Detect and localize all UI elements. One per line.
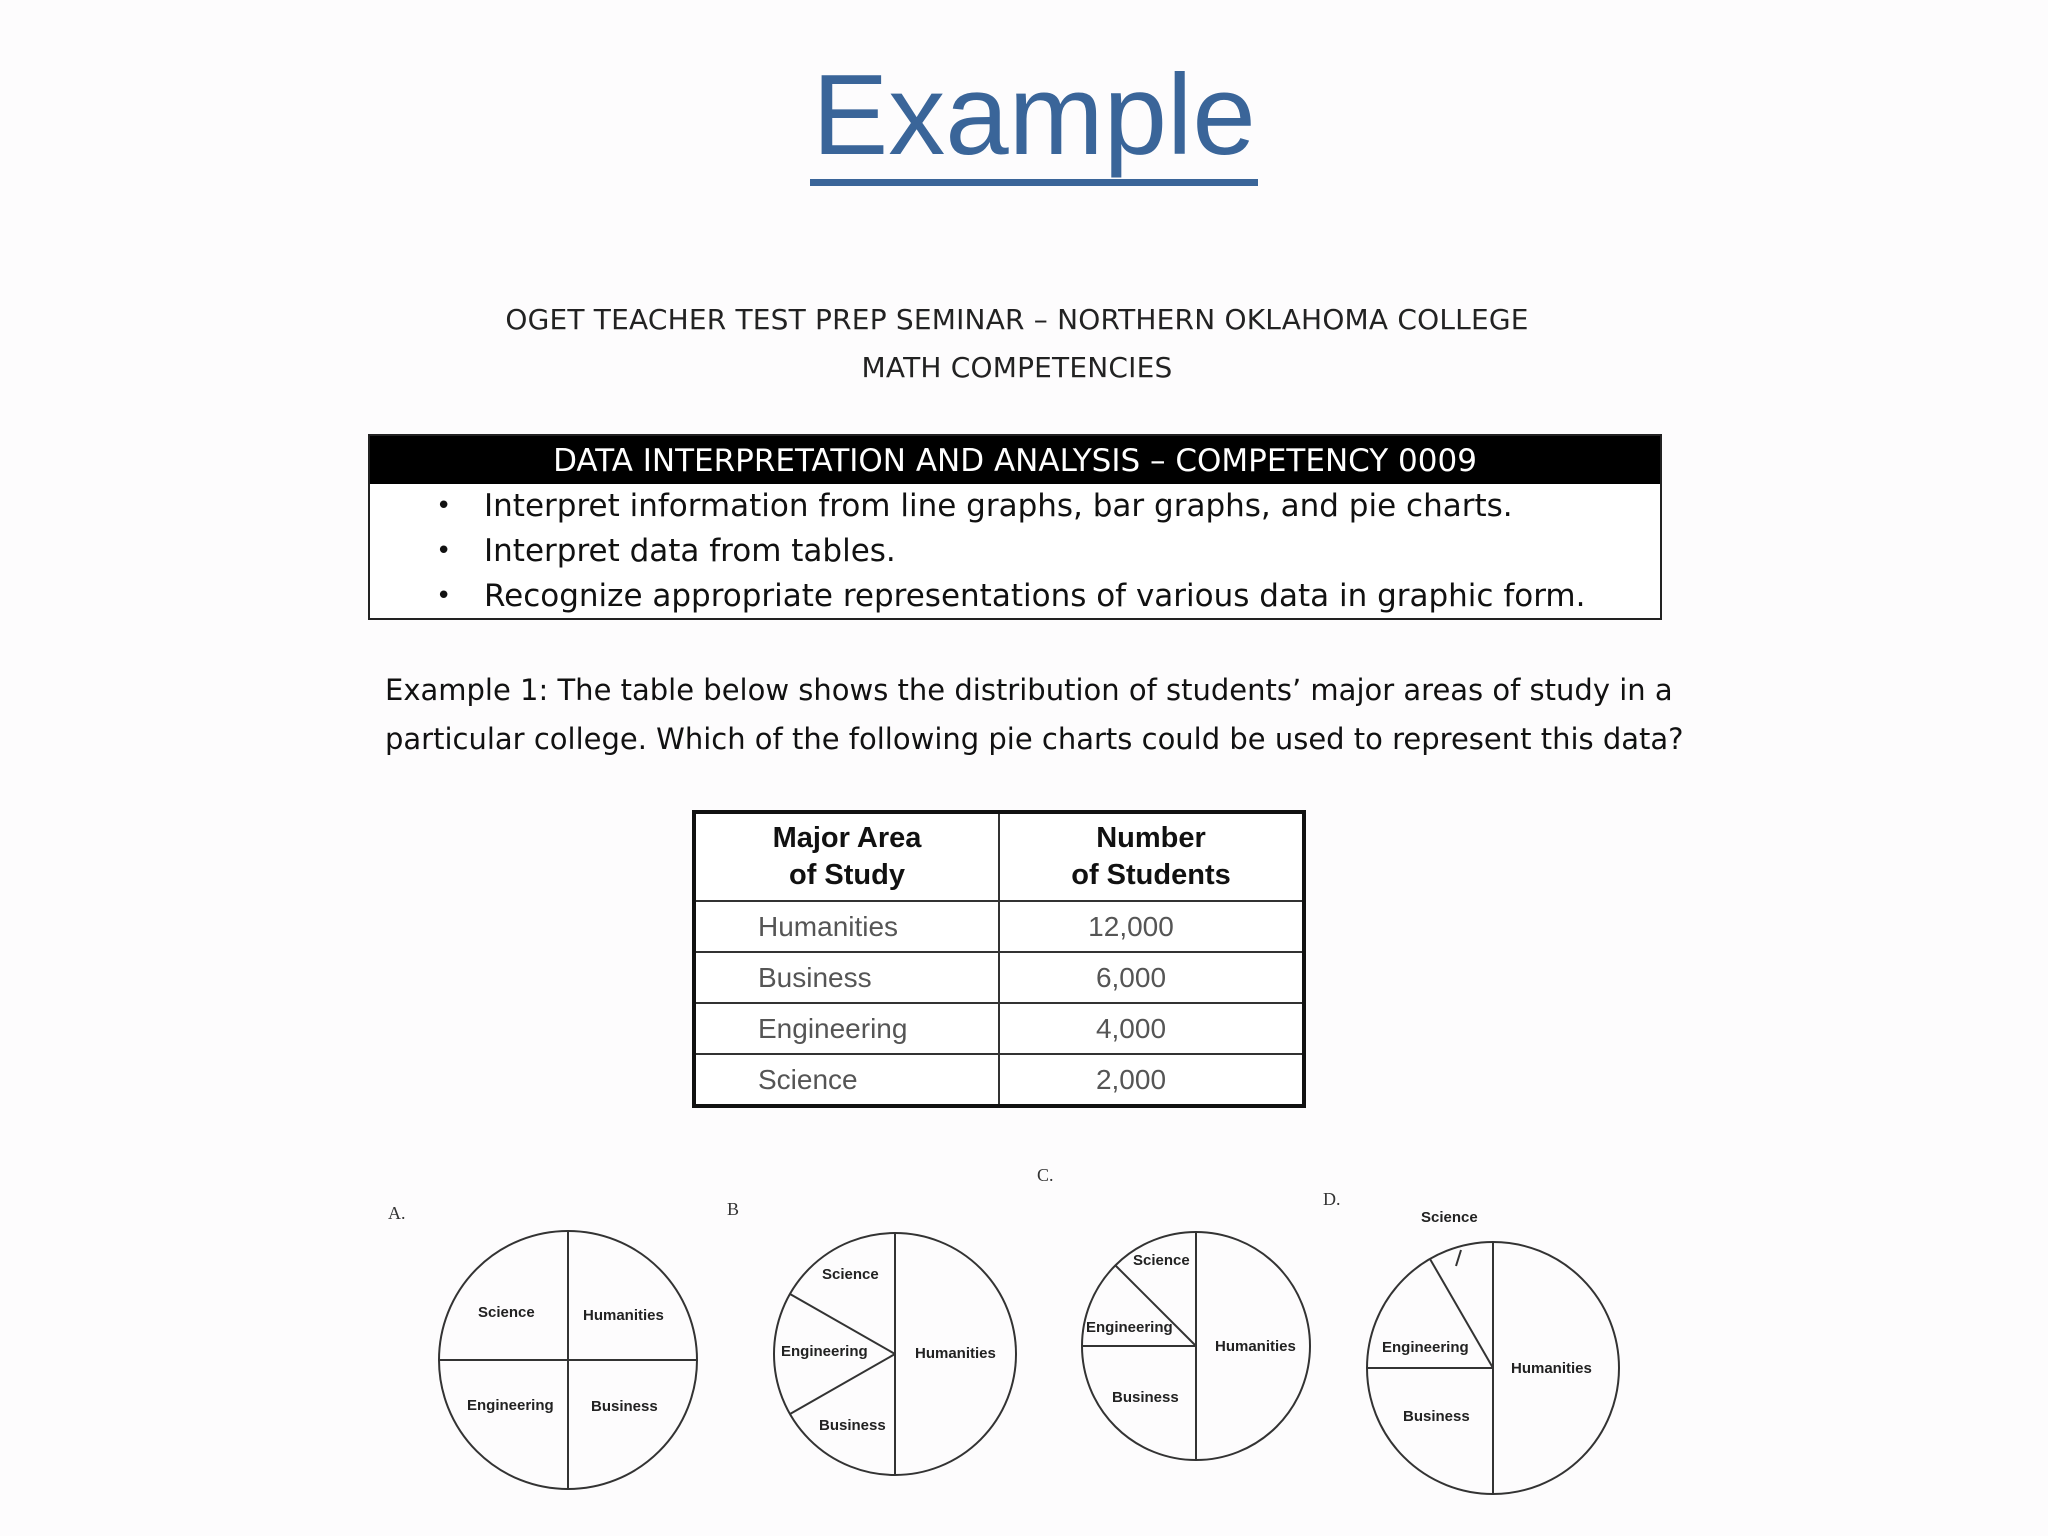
pie-divider [790, 1294, 895, 1354]
pie-circle [1367, 1242, 1619, 1494]
pie-circle [774, 1233, 1016, 1475]
pie-divider [1115, 1265, 1196, 1346]
table-cell-area: Science [694, 1054, 999, 1106]
pie-label: Business [591, 1398, 658, 1415]
table-cell-count: 12,000 [999, 901, 1304, 952]
pie-circle [1082, 1232, 1310, 1460]
question-text [385, 666, 1685, 764]
competency-item-text: Recognize appropriate representations of various data in graphic form. [484, 578, 1586, 614]
pie-label: Humanities [1511, 1360, 1592, 1377]
question-line1: Example 1: The table below shows the distribution of students’ major areas of study in a [385, 673, 1673, 707]
pie-label: Science [478, 1304, 535, 1321]
pie-label: Business [1112, 1389, 1179, 1406]
header-text: of Study [789, 859, 905, 891]
doc-header-line2: MATH COMPETENCIES [861, 351, 1173, 384]
table-cell-count: 2,000 [999, 1054, 1304, 1106]
table-row [694, 952, 1304, 1003]
table-cell-count: 6,000 [999, 952, 1304, 1003]
bullet-icon: • [436, 581, 452, 611]
table-row [694, 901, 1304, 952]
competency-item [370, 484, 1660, 529]
bullet-icon: • [436, 491, 452, 521]
competency-item [370, 529, 1660, 574]
pie-label: Science [822, 1266, 879, 1283]
pie-option-a [388, 1203, 697, 1489]
pie-label: Engineering [1382, 1339, 1469, 1356]
competency-item [370, 574, 1660, 619]
pie-option-c [1037, 1165, 1310, 1460]
header-text: Major Area [772, 822, 922, 854]
pie-label: Humanities [1215, 1338, 1296, 1355]
pie-label: Humanities [915, 1345, 996, 1362]
doc-header-line1: OGET TEACHER TEST PREP SEMINAR – NORTHERN OKLAHOMA COLLEGE [505, 303, 1529, 336]
slide-title-text: Example [810, 52, 1258, 186]
pie-label: Engineering [1086, 1319, 1173, 1336]
table-header-area [694, 812, 999, 901]
table-header-count [999, 812, 1304, 901]
question-line2: particular college. Which of the following pie charts could be used to represent this data? [385, 722, 1684, 756]
students-table [692, 810, 1306, 1108]
slide-title [0, 48, 2048, 185]
table-cell-area: Humanities [694, 901, 999, 952]
label-pointer [1456, 1250, 1461, 1266]
pie-option-b [727, 1199, 1016, 1475]
pie-label: Humanities [583, 1307, 664, 1324]
table-cell-area: Business [694, 952, 999, 1003]
option-letter: B [727, 1199, 740, 1219]
pie-label: Business [819, 1417, 886, 1434]
pie-divider [790, 1354, 895, 1414]
table-cell-count: 4,000 [999, 1003, 1304, 1054]
pie-circle [439, 1231, 697, 1489]
table-row [694, 1054, 1304, 1106]
pie-label: Engineering [467, 1397, 554, 1414]
competency-list [370, 484, 1660, 619]
option-letter: C. [1037, 1165, 1054, 1185]
pie-option-d [1323, 1189, 1619, 1494]
header-text: of Students [1071, 859, 1231, 891]
pie-label: Science [1421, 1209, 1478, 1226]
competency-item-text: Interpret data from tables. [484, 533, 896, 569]
option-letter: A. [388, 1203, 406, 1223]
table-row [694, 1003, 1304, 1054]
option-letter: D. [1323, 1189, 1341, 1209]
table-cell-area: Engineering [694, 1003, 999, 1054]
header-text: Number [1096, 822, 1206, 854]
competency-item-text: Interpret information from line graphs, bar graphs, and pie charts. [484, 488, 1513, 524]
competency-box [368, 434, 1662, 620]
bullet-icon: • [436, 536, 452, 566]
pie-label: Engineering [781, 1343, 868, 1360]
pie-divider [1430, 1259, 1493, 1368]
table-header-row [694, 812, 1304, 901]
pie-label: Business [1403, 1408, 1470, 1425]
pie-label: Science [1133, 1252, 1190, 1269]
competency-heading: DATA INTERPRETATION AND ANALYSIS – COMPETENCY 0009 [370, 436, 1660, 484]
